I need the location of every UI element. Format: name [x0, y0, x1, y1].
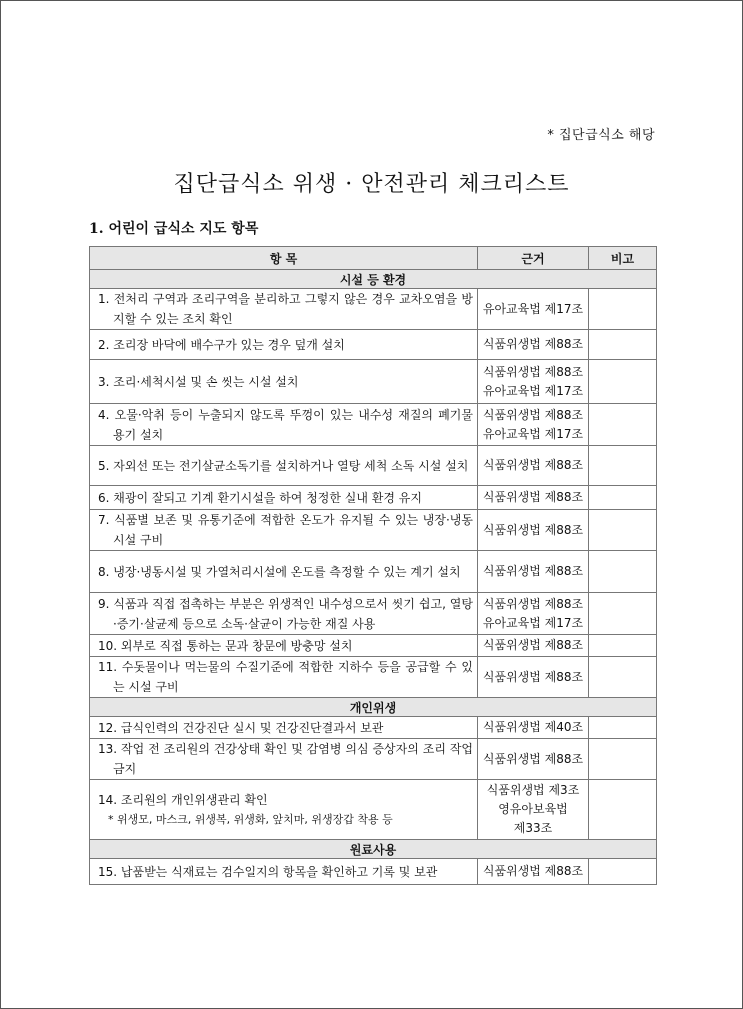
item-cell: 13. 작업 전 조리원의 건강상태 확인 및 감염병 의심 증상자의 조리 작업 금지	[90, 739, 478, 780]
basis-cell: 유아교육법 제17조	[478, 289, 589, 330]
table-row	[90, 330, 657, 360]
remark-cell	[589, 859, 657, 885]
basis-cell: 식품위생법 제88조	[478, 635, 589, 657]
basis-cell: 식품위생법 제88조	[478, 739, 589, 780]
table-row	[90, 780, 657, 840]
remark-cell	[589, 635, 657, 657]
basis-cell: 식품위생법 제3조 영유아보육법 제33조	[478, 780, 589, 840]
remark-cell	[589, 289, 657, 330]
remark-cell	[589, 739, 657, 780]
item-cell: 8. 냉장·냉동시설 및 가열처리시설에 온도를 측정할 수 있는 계기 설치	[90, 551, 478, 593]
item-cell: 2. 조리장 바닥에 배수구가 있는 경우 덮개 설치	[90, 330, 478, 360]
header-basis: 근거	[478, 247, 589, 270]
table-row	[90, 593, 657, 635]
remark-cell	[589, 593, 657, 635]
item-cell: 6. 채광이 잘되고 기계 환기시설을 하여 청정한 실내 환경 유지	[90, 486, 478, 510]
remark-cell	[589, 486, 657, 510]
basis-cell: 식품위생법 제88조	[478, 657, 589, 698]
basis-cell: 식품위생법 제88조	[478, 486, 589, 510]
item-cell: 12. 급식인력의 건강진단 실시 및 건강진단결과서 보관	[90, 717, 478, 739]
basis-cell: 식품위생법 제88조	[478, 859, 589, 885]
item-cell: 15. 납품받는 식재료는 검수일지의 항목을 확인하고 기록 및 보관	[90, 859, 478, 885]
item-cell: 9. 식품과 직접 접촉하는 부분은 위생적인 내수성으로서 씻기 쉽고, 열탕·증기·살균제 등으로 소독·살균이 가능한 재질 사용	[90, 593, 478, 635]
item-cell: 7. 식품별 보존 및 유통기준에 적합한 온도가 유지될 수 있는 냉장·냉동시설 구비	[90, 510, 478, 551]
basis-cell: 식품위생법 제88조	[478, 510, 589, 551]
item-cell: 3. 조리·세척시설 및 손 씻는 시설 설치	[90, 360, 478, 404]
basis-cell: 식품위생법 제88조	[478, 446, 589, 486]
category-facility: 시설 등 환경	[90, 270, 657, 289]
remark-cell	[589, 446, 657, 486]
header-row	[90, 247, 657, 270]
category-hygiene: 개인위생	[90, 698, 657, 717]
basis-cell: 식품위생법 제88조	[478, 551, 589, 593]
page-title: 집단급식소 위생 · 안전관리 체크리스트	[173, 172, 570, 197]
remark-cell	[589, 510, 657, 551]
checklist-table	[89, 246, 657, 885]
item-cell: 4. 오물·악취 등이 누출되지 않도록 뚜껑이 있는 내수성 재질의 폐기물 용기 설치	[90, 404, 478, 446]
category-row	[90, 698, 657, 717]
remark-cell	[589, 404, 657, 446]
category-row	[90, 270, 657, 289]
item-cell: 10. 외부로 직접 통하는 문과 창문에 방충망 설치	[90, 635, 478, 657]
category-materials: 원료사용	[90, 840, 657, 859]
table-row	[90, 486, 657, 510]
table-row	[90, 859, 657, 885]
header-item: 항 목	[90, 247, 478, 270]
category-row	[90, 840, 657, 859]
table-row	[90, 739, 657, 780]
table-row	[90, 635, 657, 657]
table-row	[90, 404, 657, 446]
table-row	[90, 657, 657, 698]
table-row	[90, 551, 657, 593]
item-cell: 5. 자외선 또는 전기살균소독기를 설치하거나 열탕 세척 소독 시설 설치	[90, 446, 478, 486]
item-cell: 14. 조리원의 개인위생관리 확인 * 위생모, 마스크, 위생복, 위생화, 앞치마, 위생장갑 착용 등	[90, 780, 478, 840]
remark-cell	[589, 330, 657, 360]
basis-cell: 식품위생법 제88조	[478, 330, 589, 360]
note: * 집단급식소 해당	[547, 128, 655, 143]
header-remark: 비고	[589, 247, 657, 270]
basis-cell: 식품위생법 제88조 유아교육법 제17조	[478, 360, 589, 404]
remark-cell	[589, 780, 657, 840]
table-row	[90, 289, 657, 330]
remark-cell	[589, 360, 657, 404]
basis-cell: 식품위생법 제40조	[478, 717, 589, 739]
table-row	[90, 717, 657, 739]
section-title: 1. 어린이 급식소 지도 항목	[89, 221, 259, 237]
remark-cell	[589, 717, 657, 739]
item-cell: 1. 전처리 구역과 조리구역을 분리하고 그렇지 않은 경우 교차오염을 방지할 수 있는 조치 확인	[90, 289, 478, 330]
basis-cell: 식품위생법 제88조 유아교육법 제17조	[478, 593, 589, 635]
item-subnote: * 위생모, 마스크, 위생복, 위생화, 앞치마, 위생장갑 착용 등	[108, 812, 393, 826]
remark-cell	[589, 551, 657, 593]
table-row	[90, 510, 657, 551]
table-row	[90, 446, 657, 486]
remark-cell	[589, 657, 657, 698]
table-row	[90, 360, 657, 404]
basis-cell: 식품위생법 제88조 유아교육법 제17조	[478, 404, 589, 446]
item-cell: 11. 수돗물이나 먹는물의 수질기준에 적합한 지하수 등을 공급할 수 있는 시설 구비	[90, 657, 478, 698]
